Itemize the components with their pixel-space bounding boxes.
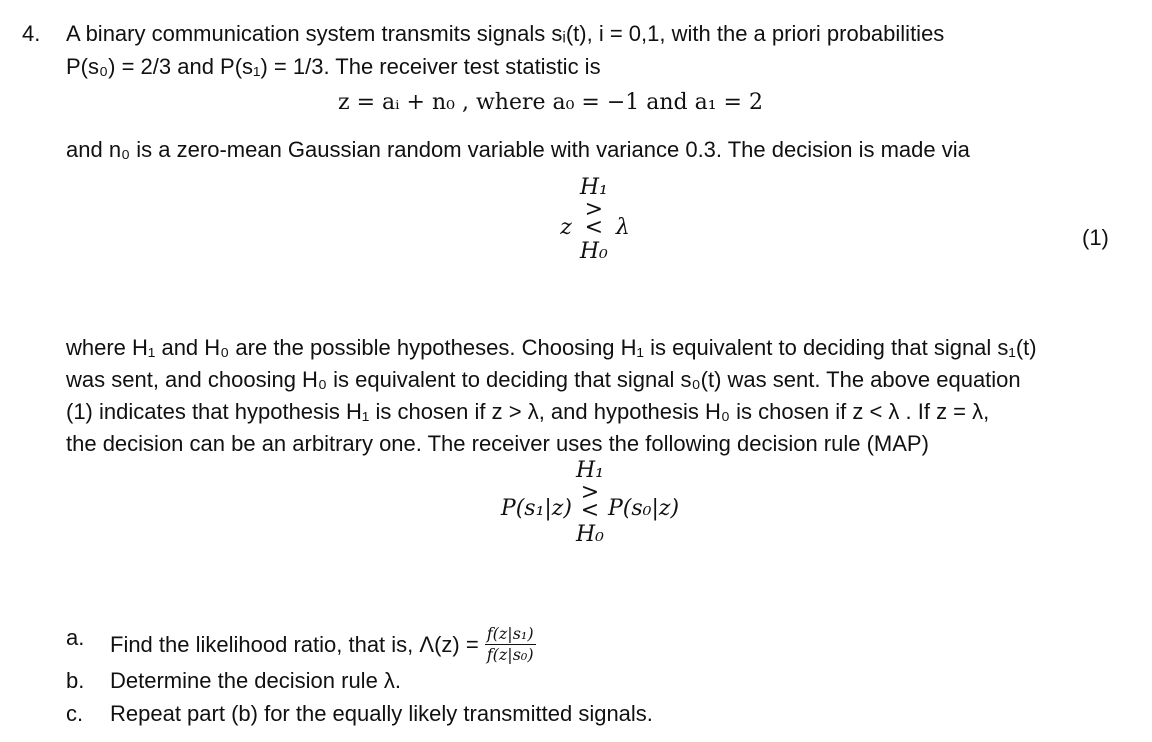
rule2-lt: < (580, 498, 600, 523)
rule1-left: z (560, 214, 572, 240)
rule2-left: P(s₁|z) (500, 495, 572, 521)
problem-line-4: and n₀ is a zero-mean Gaussian random variable with variance 0.3. The decision is made via (66, 137, 970, 162)
para-line-1: where H₁ and H₀ are the possible hypotheses. Choosing H₁ is equivalent to deciding that signal s₁(t) (66, 335, 1037, 360)
item-b-letter: b. (66, 668, 85, 693)
rule1-right: λ (615, 214, 630, 240)
problem-line-2: P(s₀) = 2/3 and P(s₁) = 1/3. The receiver test statistic is (66, 54, 601, 79)
rule2-gt: > (580, 480, 600, 505)
item-c-text: Repeat part (b) for the equally likely transmitted signals. (110, 701, 653, 726)
para-line-4: the decision can be an arbitrary one. The receiver uses the following decision rule (MAP) (66, 431, 929, 456)
item-a (110, 624, 536, 665)
rule1-lt: < (584, 215, 604, 240)
rule2-right: P(s₀|z) (608, 495, 680, 521)
rule1-bottom: H₀ (579, 239, 608, 264)
rule2-bottom: H₀ (575, 522, 604, 547)
rule1-gt: > (584, 197, 604, 222)
test-statistic-equation: z = aᵢ + n₀ , where a₀ = −1 and a₁ = 2 (338, 90, 763, 115)
para-line-2: was sent, and choosing H₀ is equivalent to deciding that signal s₀(t) was sent. The above equation (66, 367, 1021, 392)
equation-number: (1) (1082, 225, 1109, 250)
likelihood-ratio-fraction (485, 624, 536, 665)
decision-rule-1 (555, 175, 635, 267)
fraction-numerator: f(z|s₁) (486, 624, 534, 643)
map-decision-rule (470, 458, 710, 550)
item-a-text: Find the likelihood ratio, that is, Λ(z) = (110, 631, 479, 657)
item-b-text: Determine the decision rule λ. (110, 668, 402, 693)
para-line-3: (1) indicates that hypothesis H₁ is chosen if z > λ, and hypothesis H₀ is chosen if z < λ . If z = λ, (66, 399, 990, 424)
item-a-letter: a. (66, 625, 85, 650)
fraction-denominator: f(z|s₀) (486, 645, 534, 664)
problem-number: 4. (22, 21, 41, 46)
item-c-letter: c. (66, 701, 84, 726)
problem-line-1: A binary communication system transmits signals sᵢ(t), i = 0,1, with the a priori probabilities (66, 21, 945, 46)
rule2-top: H₁ (575, 458, 604, 483)
rule1-top: H₁ (579, 175, 608, 200)
